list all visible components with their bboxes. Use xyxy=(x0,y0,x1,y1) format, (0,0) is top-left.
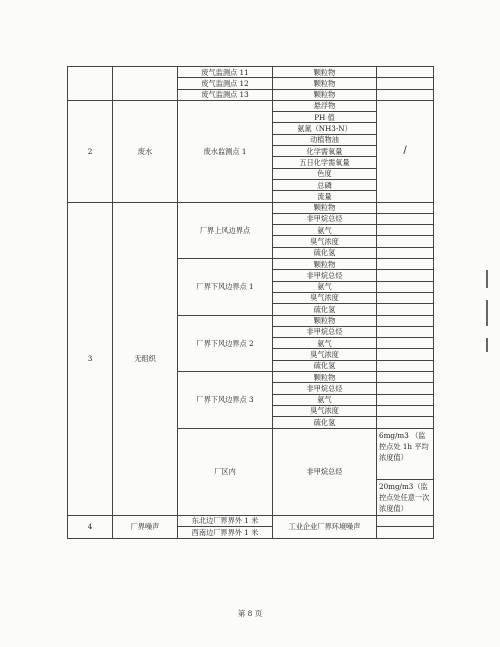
item-cell: 悬浮物 xyxy=(273,100,377,111)
item-cell: 非甲烷总烃 xyxy=(273,270,377,281)
point-cell: 废水监测点 1 xyxy=(178,100,273,202)
item-cell: 臭气浓度 xyxy=(273,236,377,247)
item-cell: 总磷 xyxy=(273,179,377,190)
limit-cell: 20mg/m3（监控点处任意一次浓度值） xyxy=(377,479,434,515)
item-cell: 颗粒物 xyxy=(273,89,377,100)
monitoring-table xyxy=(67,66,434,539)
point-cell: 东北边厂界界外 1 米 xyxy=(178,515,273,527)
item-cell: 非甲烷总烃 xyxy=(273,383,377,394)
item-cell: 非甲烷总烃 xyxy=(273,326,377,337)
item-cell: 氨氮（NH3-N） xyxy=(273,123,377,134)
point-cell: 废气监测点 11 xyxy=(178,67,273,78)
point-cell: 厂区内 xyxy=(178,428,273,515)
item-cell: 五日化学需氧量 xyxy=(273,157,377,168)
point-cell: 厂界下风边界点 3 xyxy=(178,372,273,428)
item-cell: 动植物油 xyxy=(273,134,377,145)
point-cell: 废气监测点 12 xyxy=(178,78,273,89)
item-cell: 氨气 xyxy=(273,338,377,349)
category-cell: 厂界噪声 xyxy=(113,515,178,538)
scan-edge-marks xyxy=(486,270,488,364)
row-number: 2 xyxy=(68,100,113,202)
item-cell: 颗粒物 xyxy=(273,202,377,213)
item-cell: 颗粒物 xyxy=(273,78,377,89)
item-cell: 硫化氢 xyxy=(273,304,377,315)
item-cell: 颗粒物 xyxy=(273,259,377,270)
item-cell: 臭气浓度 xyxy=(273,405,377,416)
item-cell: 色度 xyxy=(273,168,377,179)
standard-cell: / xyxy=(377,100,434,202)
point-cell: 厂界下风边界点 1 xyxy=(178,259,273,315)
standard-cell: 工业企业厂界环境噪声 xyxy=(273,515,377,538)
item-cell: 硫化氢 xyxy=(273,417,377,428)
item-cell: PH 值 xyxy=(273,112,377,123)
item-cell: 臭气浓度 xyxy=(273,292,377,303)
table-row xyxy=(68,67,434,78)
item-cell: 氨气 xyxy=(273,225,377,236)
item-cell: 非甲烷总烃 xyxy=(273,213,377,224)
table-row xyxy=(68,515,434,527)
table-row xyxy=(68,202,434,213)
point-cell: 厂界下风边界点 2 xyxy=(178,315,273,371)
item-cell: 氨气 xyxy=(273,394,377,405)
item-cell: 颗粒物 xyxy=(273,67,377,78)
item-cell: 硫化氢 xyxy=(273,360,377,371)
point-cell: 西南边厂界界外 1 米 xyxy=(178,527,273,539)
item-cell: 颗粒物 xyxy=(273,372,377,383)
item-cell: 化学需氧量 xyxy=(273,146,377,157)
category-cell: 废水 xyxy=(113,100,178,202)
item-cell: 硫化氢 xyxy=(273,247,377,258)
item-cell: 流量 xyxy=(273,191,377,202)
point-cell: 厂界上风边界点 xyxy=(178,202,273,258)
page-number: 第 8 页 xyxy=(237,609,263,618)
item-cell: 颗粒物 xyxy=(273,315,377,326)
item-cell: 氨气 xyxy=(273,281,377,292)
row-number: 3 xyxy=(68,202,113,515)
item-cell: 臭气浓度 xyxy=(273,349,377,360)
point-cell: 废气监测点 13 xyxy=(178,89,273,100)
row-number: 4 xyxy=(68,515,113,538)
limit-cell: 6mg/m3 （监控点处 1h 平均浓度值） xyxy=(377,428,434,479)
item-cell: 非甲烷总烃 xyxy=(273,428,377,515)
table-row xyxy=(68,100,434,111)
category-cell: 无组织 xyxy=(113,202,178,515)
